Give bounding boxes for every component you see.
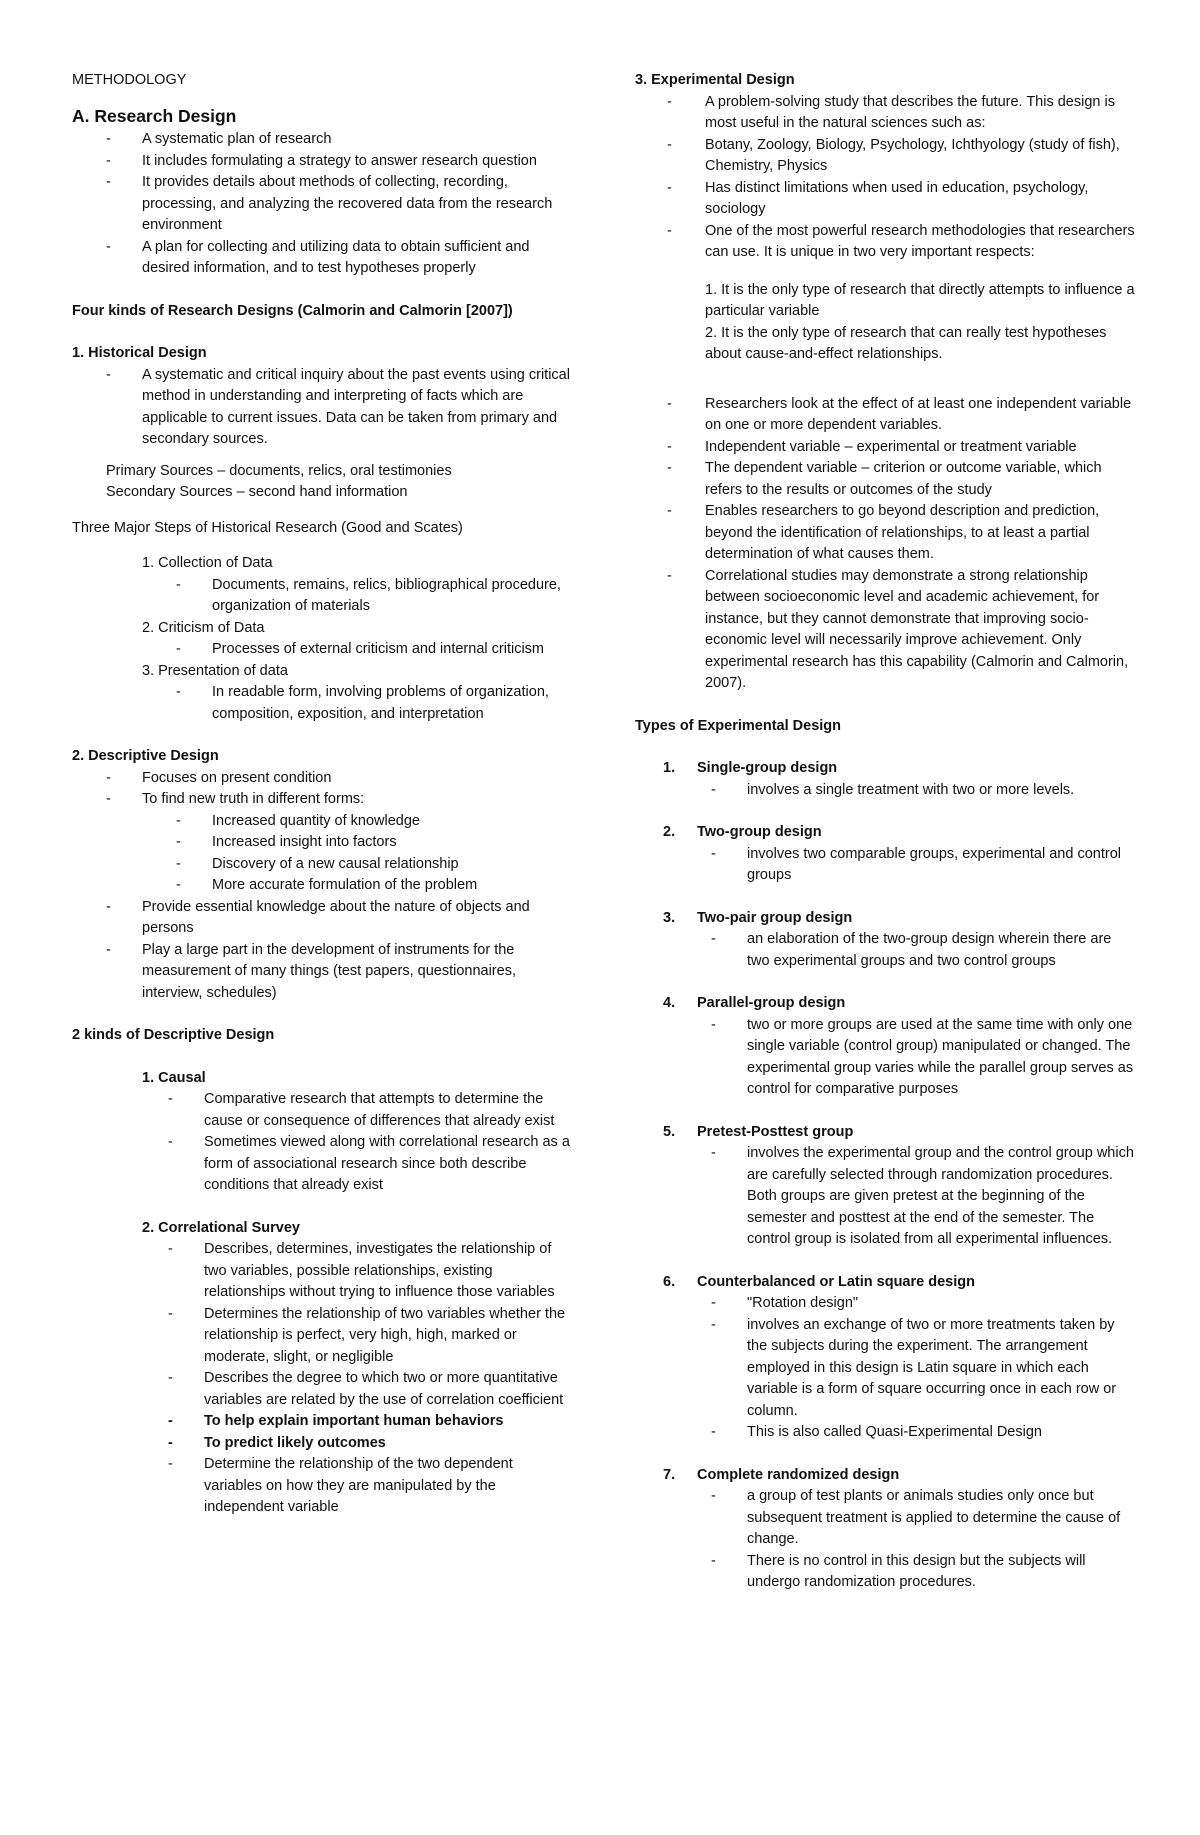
list-item: - The dependent variable – criterion or outcome variable, which refers to the results or outcomes of the study <box>635 458 1135 501</box>
experimental-list <box>635 92 1135 264</box>
list-item: - One of the most powerful research methodologies that researchers can use. It is unique in two very important respects: <box>635 221 1135 264</box>
list-item: - Botany, Zoology, Biology, Psychology, Ichthyology (study of fish), Chemistry, Physics <box>635 135 1135 178</box>
list-item: - Discovery of a new causal relationship <box>72 854 572 876</box>
list-item: - Comparative research that attempts to determine the cause or consequence of differences that already exist <box>72 1089 572 1132</box>
step-label: 1. Collection of Data <box>142 555 273 571</box>
list-item: - A plan for collecting and utilizing data to obtain sufficient and desired information, and to test hypotheses properly <box>72 237 572 280</box>
list-item: - Independent variable – experimental or treatment variable <box>635 437 1135 459</box>
descriptive-list <box>72 768 572 811</box>
secondary-sources: Secondary Sources – second hand information <box>106 484 408 500</box>
type-3 <box>635 908 1135 973</box>
primary-sources: Primary Sources – documents, relics, oral testimonies <box>106 462 452 479</box>
type-name: Two-group design <box>697 824 822 840</box>
list-item: - A problem-solving study that describes the future. This design is most useful in the natural sciences such as: <box>635 92 1135 135</box>
type-name: Parallel-group design <box>697 995 846 1011</box>
list-item: - Enables researchers to go beyond description and prediction, beyond the identification of relationships, to at least a partial determination of what causes them. <box>635 501 1135 566</box>
type-4 <box>635 993 1135 1101</box>
list-item: - Processes of external criticism and internal criticism <box>72 639 572 661</box>
list-item: 2. It is the only type of research that can really test hypotheses about cause-and-effect relationships. <box>705 324 1107 362</box>
list-item: - It provides details about methods of collecting, recording, processing, and analyzing the recovered data from the research environment <box>72 172 572 237</box>
research-design-list <box>72 129 572 280</box>
step-label: 2. Criticism of Data <box>142 619 265 636</box>
list-item: - Provide essential knowledge about the nature of objects and persons <box>72 897 572 940</box>
type-6 <box>635 1272 1135 1444</box>
type-name: Two-pair group design <box>697 909 853 926</box>
type-name: Pretest-Posttest group <box>697 1123 854 1140</box>
list-item: - Has distinct limitations when used in education, psychology, sociology <box>635 178 1135 221</box>
list-item: - A systematic plan of research <box>72 129 572 151</box>
left-column <box>72 70 572 1519</box>
type-number: 5. <box>663 1123 676 1140</box>
list-item: - involves two comparable groups, experimental and control groups <box>635 844 1135 887</box>
steps-list <box>72 553 572 725</box>
historical-list <box>72 365 572 451</box>
respects-list <box>635 280 1135 366</box>
type-7 <box>635 1465 1135 1594</box>
list-item: - Sometimes viewed along with correlational research as a form of associational research since both describe conditions that already exist <box>72 1132 572 1197</box>
list-item: - involves an exchange of two or more treatments taken by the subjects during the experiment. The arrangement employed in this design is Latin square in which each variable is a form of square occurring once in each row or column. <box>635 1315 1135 1423</box>
experimental-more-list <box>635 394 1135 695</box>
type-number: 2. <box>663 824 676 840</box>
list-item: - This is also called Quasi-Experimental Design <box>635 1422 1135 1444</box>
correlational-heading: 2. Correlational Survey <box>142 1219 300 1236</box>
type-name: Complete randomized design <box>697 1466 900 1483</box>
type-number: 4. <box>663 995 676 1011</box>
list-item: - Increased insight into factors <box>72 832 572 854</box>
type-number: 1. <box>663 760 676 776</box>
list-item: - There is no control in this design but the subjects will undergo randomization procedures. <box>635 1551 1135 1594</box>
list-item: - Describes, determines, investigates the relationship of two variables, possible relationships, existing relationships without trying to influence those variables <box>72 1239 572 1304</box>
list-item: - Play a large part in the development of instruments for the measurement of many things (test papers, questionnaires, interview, schedules) <box>72 940 572 1005</box>
list-item: - Describes the degree to which two or more quantitative variables are related by the use of correlation coefficient <box>72 1368 572 1411</box>
descriptive-heading: 2. Descriptive Design <box>72 748 219 764</box>
list-item: - involves a single treatment with two or more levels. <box>635 780 1135 802</box>
types-heading: Types of Experimental Design <box>635 717 842 734</box>
list-item: - To help explain important human behaviors <box>72 1411 572 1433</box>
descriptive-forms-list <box>72 811 572 897</box>
list-item: - Focuses on present condition <box>72 768 572 790</box>
list-item: - Increased quantity of knowledge <box>72 811 572 833</box>
type-name: Single-group design <box>697 760 838 776</box>
list-item: - To find new truth in different forms: <box>72 789 572 811</box>
list-item: - More accurate formulation of the problem <box>72 875 572 897</box>
step-label: 3. Presentation of data <box>142 662 288 679</box>
list-item: - Determine the relationship of the two dependent variables on how they are manipulated by the independent variable <box>72 1454 572 1519</box>
list-item: - a group of test plants or animals studies only once but subsequent treatment is applied to determine the cause of change. <box>635 1486 1135 1551</box>
four-kinds-heading: Four kinds of Research Designs (Calmorin and Calmorin [2007]) <box>72 302 513 319</box>
right-column <box>635 70 1135 1594</box>
research-design-heading: A. Research Design <box>72 105 237 126</box>
list-item: - Correlational studies may demonstrate a strong relationship between socioeconomic level and academic achievement, for instance, but they cannot demonstrate that improving socio-economic level will necessarily improve achievement. Only experimental research has this capability (Calmorin and Calmorin, 2007). <box>635 566 1135 695</box>
list-item: - Determines the relationship of two variables whether the relationship is perfect, very high, high, marked or moderate, slight, or negligible <box>72 1304 572 1369</box>
type-number: 7. <box>663 1466 676 1483</box>
descriptive-kinds-heading: 2 kinds of Descriptive Design <box>72 1027 275 1043</box>
list-item: - an elaboration of the two-group design wherein there are two experimental groups and two control groups <box>635 929 1135 972</box>
type-5 <box>635 1122 1135 1251</box>
list-item: - "Rotation design" <box>635 1293 1135 1315</box>
list-item: - In readable form, involving problems of organization, composition, exposition, and interpretation <box>72 682 572 725</box>
list-item: - two or more groups are used at the same time with only one single variable (control group) manipulated or changed. The experimental group varies while the parallel group serves as control for comparative purposes <box>635 1015 1135 1101</box>
steps-heading: Three Major Steps of Historical Research (Good and Scates) <box>72 519 463 536</box>
type-number: 3. <box>663 909 676 926</box>
list-item: - It includes formulating a strategy to answer research question <box>72 151 572 173</box>
list-item: - A systematic and critical inquiry about the past events using critical method in understanding and interpreting of facts which are applicable to current issues. Data can be taken from primary and secondary sources. <box>72 365 572 451</box>
page-title: METHODOLOGY <box>72 72 187 88</box>
experimental-heading: 3. Experimental Design <box>635 72 795 88</box>
correlational-list <box>72 1239 572 1519</box>
list-item: - Documents, remains, relics, bibliographical procedure, organization of materials <box>72 575 572 618</box>
type-number: 6. <box>663 1273 676 1290</box>
list-item: - involves the experimental group and the control group which are carefully selected through randomization procedures. Both groups are given pretest at the beginning of the semester and posttest at the end of the semester. The control group is isolated from all experimental influences. <box>635 1143 1135 1251</box>
historical-heading: 1. Historical Design <box>72 345 207 361</box>
causal-list <box>72 1089 572 1197</box>
list-item: - To predict likely outcomes <box>72 1433 572 1455</box>
type-name: Counterbalanced or Latin square design <box>697 1273 975 1290</box>
list-item: 1. It is the only type of research that directly attempts to influence a particular variable <box>705 281 1135 319</box>
type-1 <box>635 758 1135 801</box>
causal-heading: 1. Causal <box>142 1069 206 1086</box>
type-2 <box>635 822 1135 887</box>
list-item: - Researchers look at the effect of at least one independent variable on one or more dependent variables. <box>635 394 1135 437</box>
